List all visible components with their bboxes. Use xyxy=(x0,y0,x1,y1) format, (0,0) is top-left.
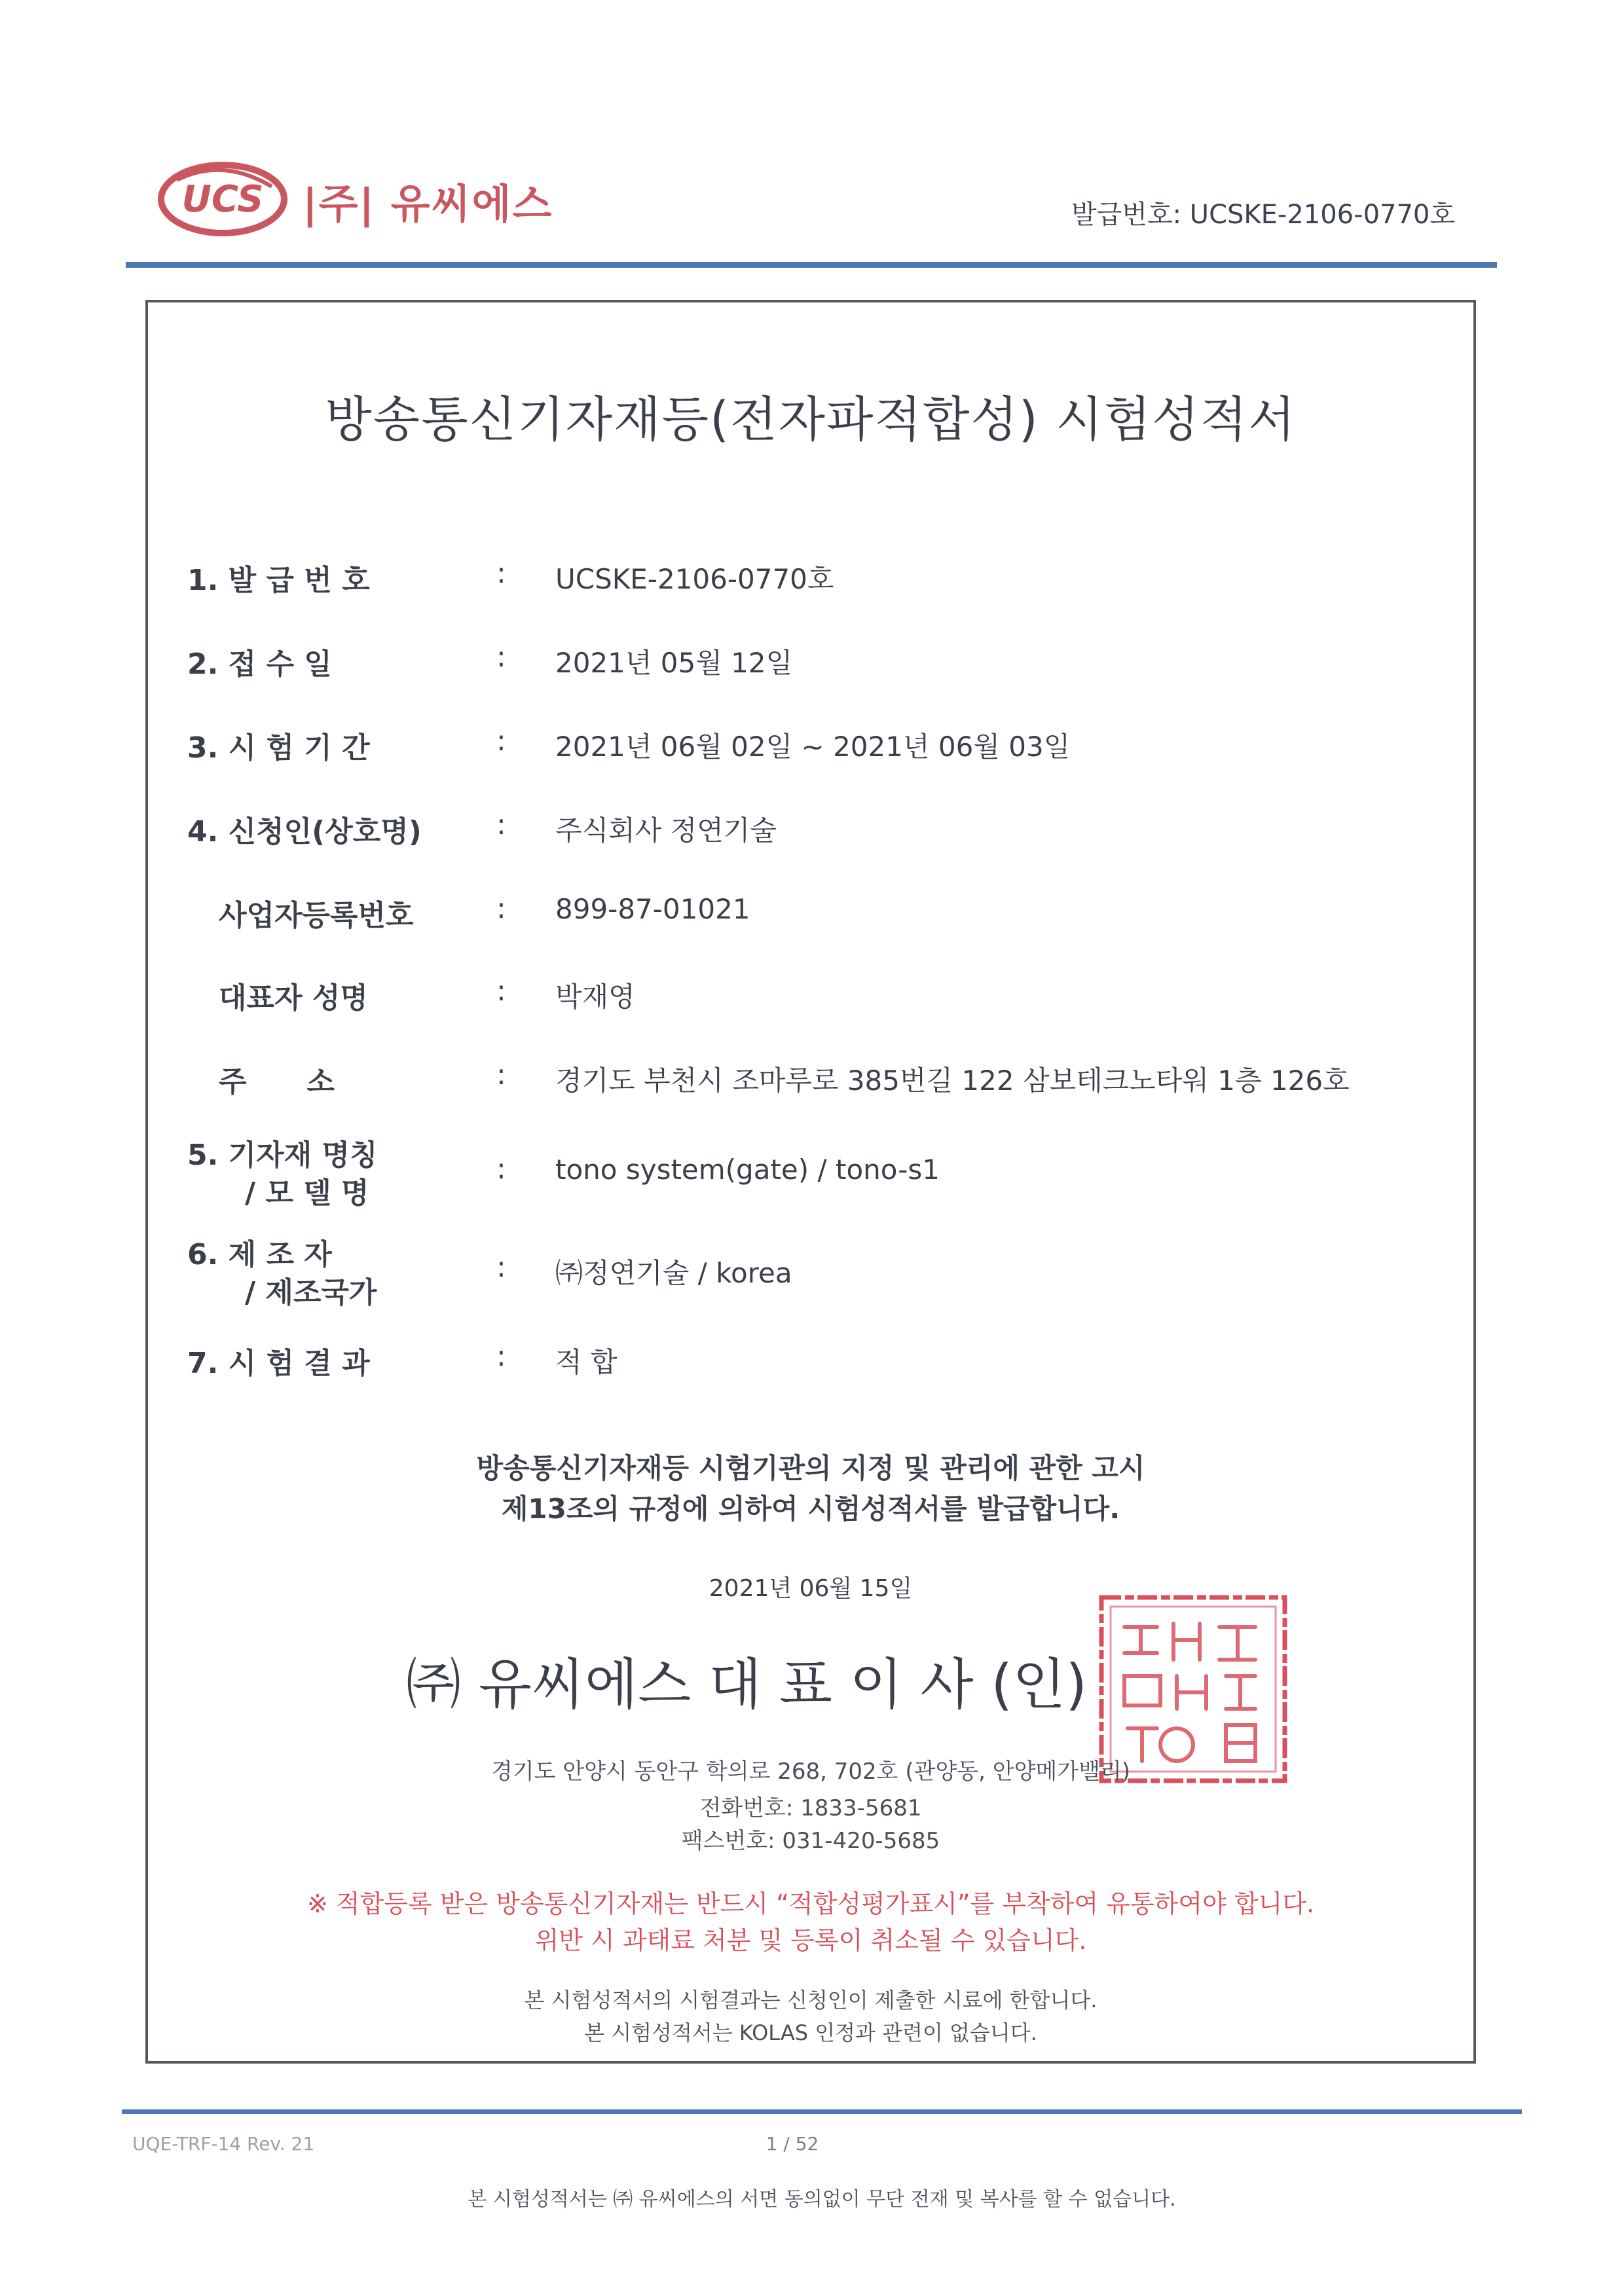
issue-number-value: UCSKE-2106-0770호 xyxy=(1189,200,1455,230)
copyright-notice: 본 시험성적서는 ㈜ 유씨에스의 서면 동의없이 무단 전재 및 복사를 할 수 없습니다. xyxy=(468,2188,1176,2211)
warning-line-1: ※ 적합등록 받은 방송통신기자재는 반드시 “적합성평가표시”를 부착하여 유통하여야 합니다. xyxy=(306,1889,1315,1918)
warning-line-2: 위반 시 과태료 처분 및 등록이 취소될 수 있습니다. xyxy=(534,1926,1087,1955)
field-colon: : xyxy=(496,724,506,757)
header-rule xyxy=(126,262,1497,268)
notice-line-2: 제13조의 규정에 의하여 시험성적서를 발급합니다. xyxy=(501,1493,1120,1525)
issuer-address: 경기도 안양시 동안구 학의로 268, 702호 (관양동, 안양메가밸리) xyxy=(490,1758,1131,1785)
field-colon: : xyxy=(496,1250,506,1284)
field-colon: : xyxy=(496,556,506,590)
issuer-fax: 팩스번호: 031-420-5685 xyxy=(681,1828,940,1854)
field-label-business-reg-number: 사업자등록번호 xyxy=(219,899,414,932)
field-value-representative: 박재영 xyxy=(555,981,635,1013)
form-code: UQE-TRF-14 Rev. 21 xyxy=(132,2133,315,2155)
field-value-address: 경기도 부천시 조마루로 385번길 122 삼보테크노타워 1층 126호 xyxy=(555,1065,1350,1097)
disclaimer-line-1: 본 시험성적서의 시험결과는 신청인이 제출한 시료에 한합니다. xyxy=(524,1988,1098,2013)
issuer-phone: 전화번호: 1833-5681 xyxy=(699,1795,922,1821)
field-label-country: / 제조국가 xyxy=(245,1276,377,1309)
field-label-issue-number: 1. 발 급 번 호 xyxy=(187,564,370,597)
field-colon: : xyxy=(496,808,506,841)
ucs-logo xyxy=(157,160,288,238)
field-label-equipment-name: 5. 기자재 명칭 xyxy=(187,1139,378,1172)
disclaimer xyxy=(145,1984,1476,2049)
field-value-test-result: 적 합 xyxy=(555,1346,618,1378)
field-colon: : xyxy=(496,1152,506,1186)
field-label-manufacturer: 6. 제 조 자 xyxy=(187,1238,332,1271)
footer-rule xyxy=(122,2109,1522,2114)
field-value-test-period: 2021년 06월 02일 ~ 2021년 06월 03일 xyxy=(555,731,1071,763)
logo-mark: UCS xyxy=(181,178,264,221)
field-value-issue-number: UCSKE-2106-0770호 xyxy=(555,563,834,595)
signature-line: ㈜ 유씨에스 대 표 이 사 (인) xyxy=(406,1652,1088,1717)
field-value-equipment-model: tono system(gate) / tono-s1 xyxy=(555,1154,940,1186)
issue-number-header xyxy=(1071,194,1455,231)
field-value-manufacturer-country: ㈜정연기술 / korea xyxy=(555,1257,792,1289)
field-colon: : xyxy=(496,1339,506,1373)
field-colon: : xyxy=(496,892,506,925)
field-colon: : xyxy=(496,1058,506,1091)
company-logo-text: |주| 유씨에스 xyxy=(303,180,553,228)
field-label-representative: 대표자 성명 xyxy=(219,981,368,1015)
issue-date: 2021년 06월 15일 xyxy=(709,1575,913,1602)
field-label-model-name: / 모 델 명 xyxy=(245,1176,369,1210)
conformity-warning xyxy=(145,1886,1476,1959)
issue-number-label: 발급번호: xyxy=(1071,200,1182,230)
field-value-applicant: 주식회사 정연기술 xyxy=(555,814,777,847)
page-number: 1 / 52 xyxy=(766,2133,819,2155)
notice-line-1: 방송통신기자재등 시험기관의 지정 및 관리에 관한 고시 xyxy=(476,1452,1145,1484)
field-colon: : xyxy=(496,640,506,674)
field-colon: : xyxy=(496,974,506,1008)
field-value-received-date: 2021년 05월 12일 xyxy=(555,647,793,679)
field-label-test-period: 3. 시 험 기 간 xyxy=(187,731,370,765)
document-title: 방송통신기자재등(전자파적합성) 시험성적서 xyxy=(325,392,1297,448)
field-label-address: 주 소 xyxy=(219,1065,335,1099)
disclaimer-line-2: 본 시험성적서는 KOLAS 인정과 관련이 없습니다. xyxy=(584,2020,1037,2045)
field-label-test-result: 7. 시 험 결 과 xyxy=(187,1347,370,1380)
field-label-applicant: 4. 신청인(상호명) xyxy=(187,815,422,848)
issuance-notice xyxy=(145,1448,1476,1529)
field-label-received-date: 2. 접 수 일 xyxy=(187,647,332,681)
field-value-business-reg-number: 899-87-01021 xyxy=(555,893,750,925)
